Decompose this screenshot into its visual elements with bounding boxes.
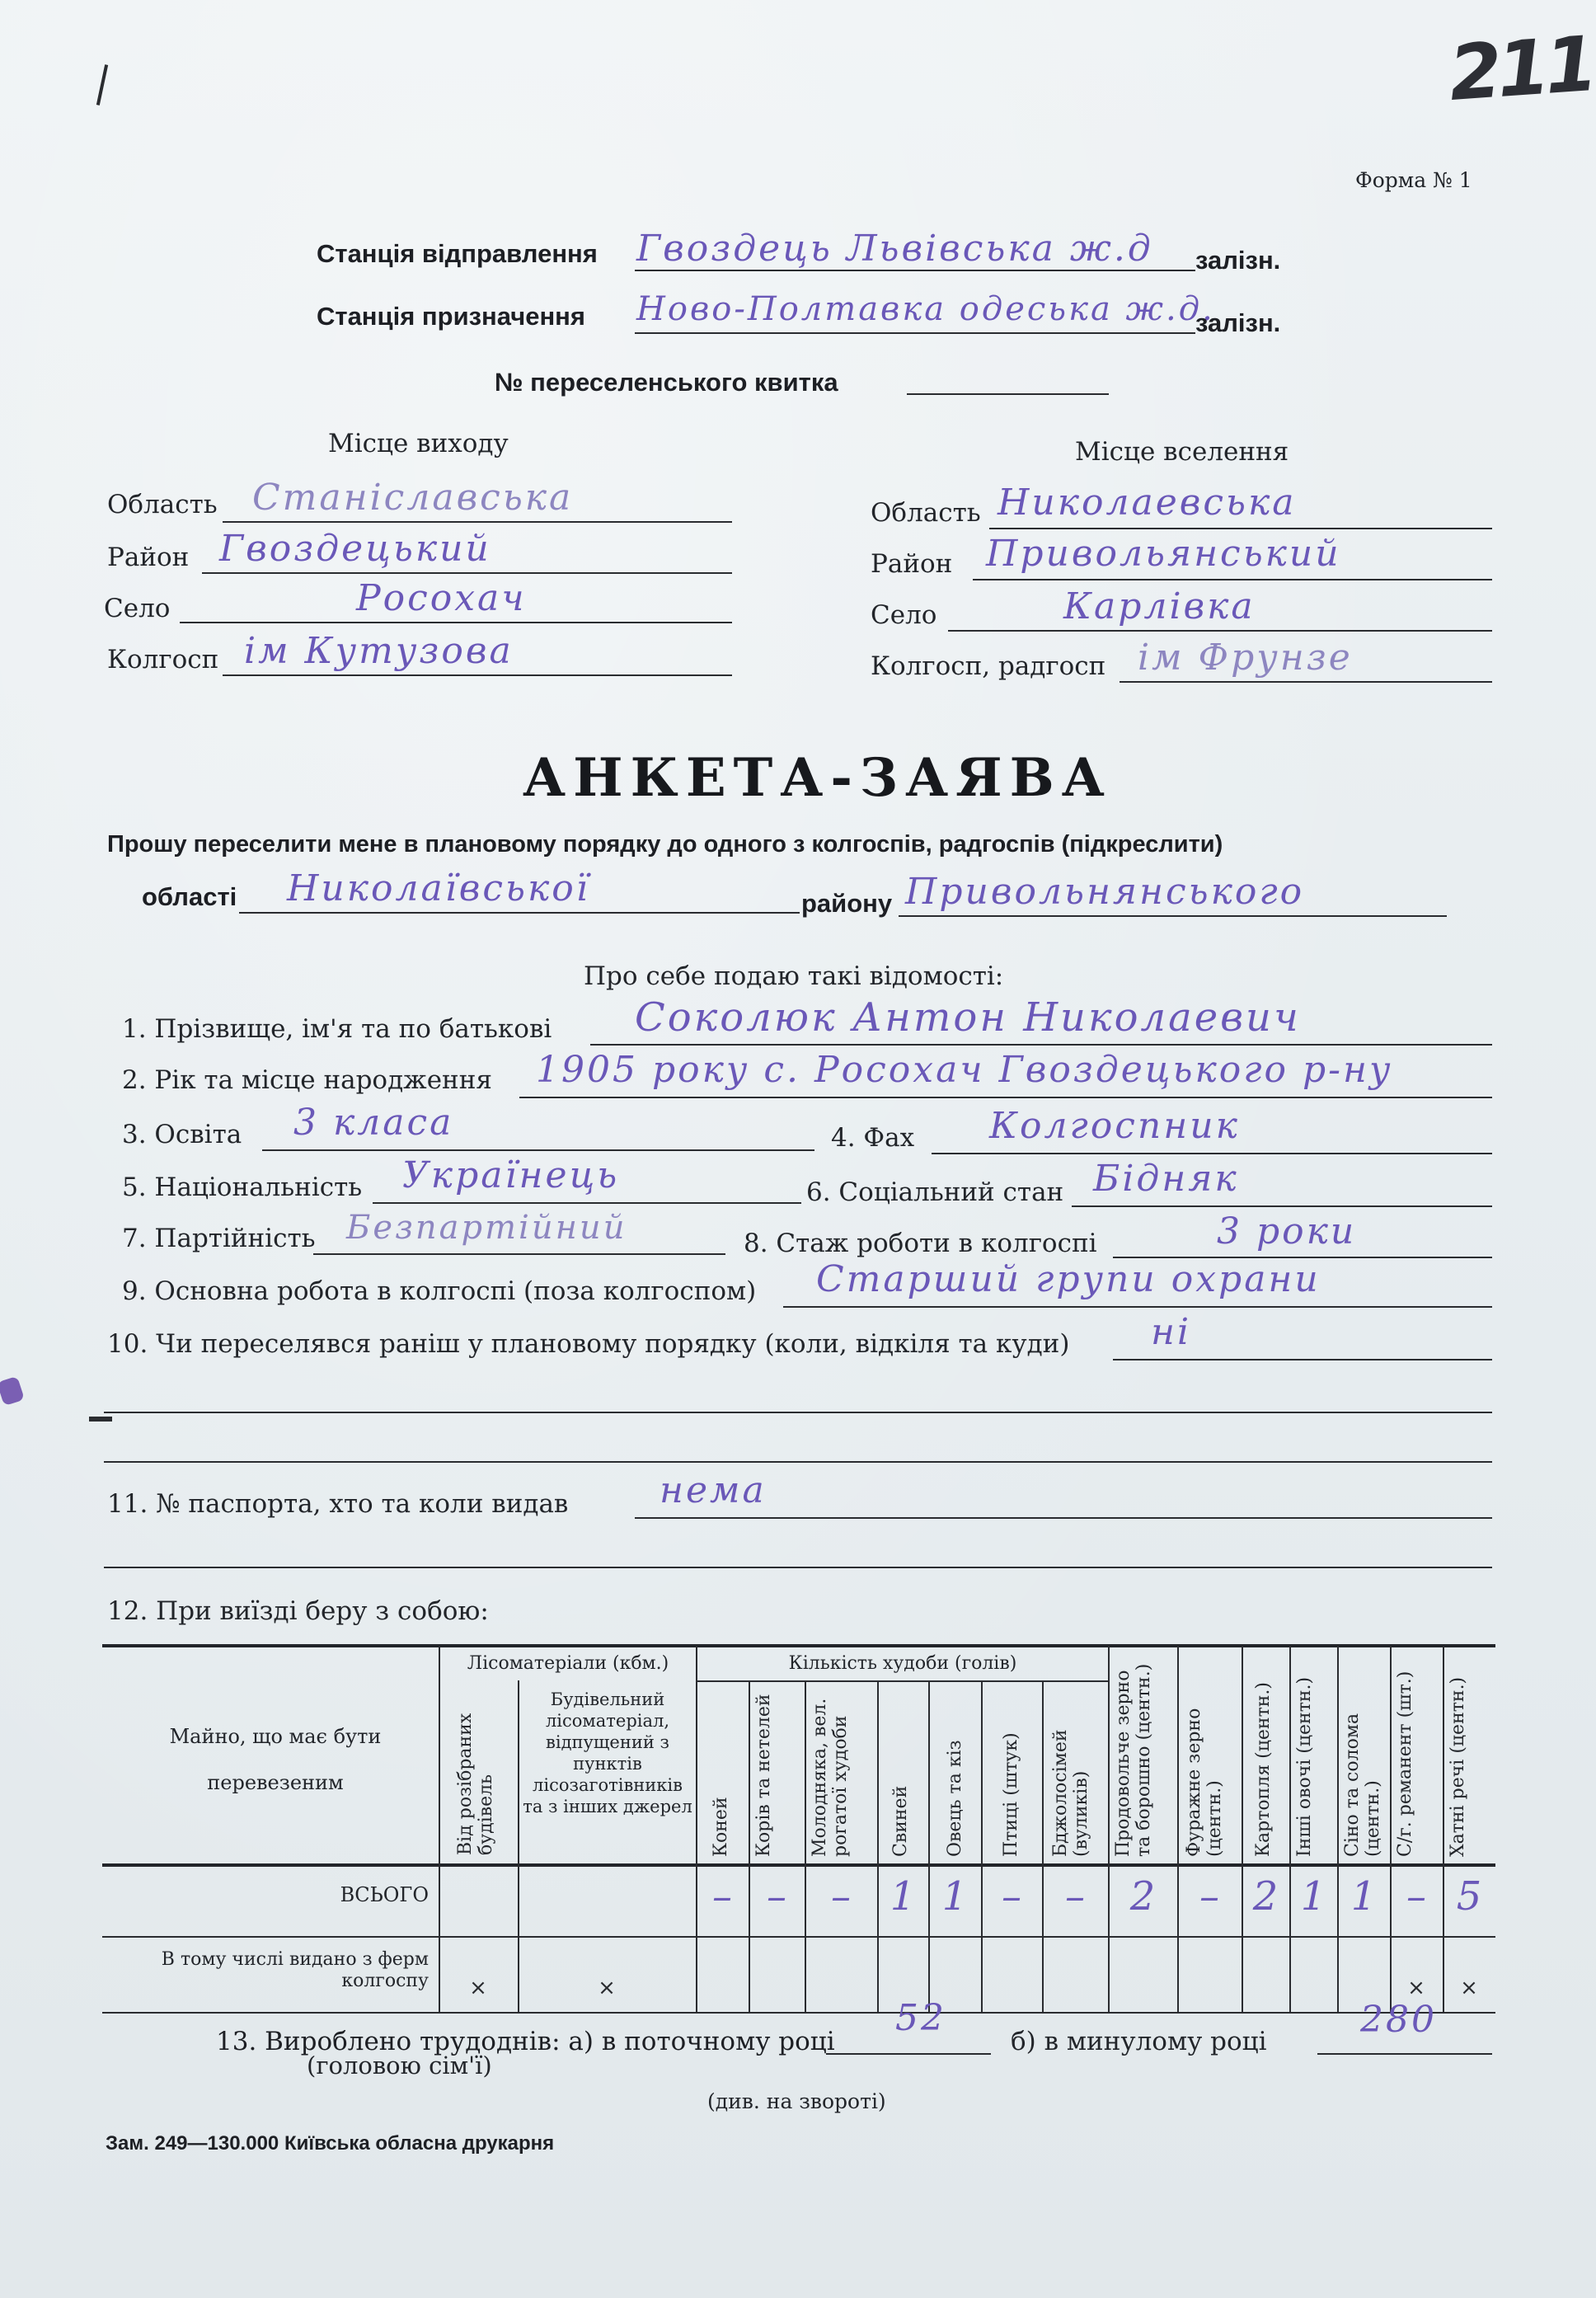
dest-oblast-line (989, 528, 1492, 529)
see-reverse: (див. на звороті) (707, 2089, 886, 2113)
dest-raion-value: Привольянський (986, 533, 1341, 575)
origin-raion-line (202, 572, 732, 574)
ink-mark (89, 1417, 112, 1422)
total-cell-5: – (831, 1873, 851, 1920)
farm-cell-16: × (1460, 1976, 1478, 2000)
origin-raion-value: Гвоздецький (219, 528, 491, 570)
field-5-value: Українець (402, 1154, 620, 1196)
dest-selo-label: Село (871, 600, 937, 630)
pencil-mark (96, 64, 108, 106)
field-11-line-2 (104, 1567, 1492, 1568)
field-10-line (1113, 1359, 1492, 1360)
total-cell-10: 2 (1129, 1873, 1156, 1920)
field-7-line (313, 1253, 725, 1255)
col-property: Майно, що має бути перевезеним (169, 1725, 382, 1794)
total-cell-15: – (1406, 1873, 1426, 1920)
origin-raion-label: Район (107, 543, 190, 572)
farm-cell-15: × (1407, 1976, 1425, 2000)
field-9-value: Старший групи охрани (816, 1258, 1321, 1300)
field-9-label: 9. Основна робота в колгоспі (поза колгоспом) (122, 1276, 757, 1306)
h-disassembled: Від розібраних будівель (455, 1713, 496, 1855)
field-10-line-2 (104, 1412, 1492, 1413)
field-2-value: 1905 року с. Росохач Гвоздецького р-ну (536, 1049, 1393, 1091)
request-raion-line (899, 915, 1447, 917)
ticket-line (907, 393, 1109, 395)
ink-stain (0, 1376, 25, 1407)
destination-label: Станція призначення (317, 302, 585, 331)
total-cell-7: 1 (941, 1873, 968, 1920)
origin-kolhosp-value: ім Кутузова (244, 630, 514, 672)
origin-selo-line (180, 622, 732, 623)
workdays-prev-label: б) в минулому році (1011, 2027, 1267, 2056)
field-7-label: 7. Партійність (122, 1224, 316, 1253)
h-young-cattle: Молодняка, вел. рогатої худоби (810, 1698, 851, 1857)
destination-line (635, 332, 1195, 334)
origin-selo-label: Село (104, 594, 171, 623)
origin-kolhosp-label: Колгосп (107, 645, 219, 674)
row-total-label: ВСЬОГО (340, 1883, 429, 1906)
workdays-prev-value: 280 (1360, 1999, 1437, 2041)
workdays-current-value: 52 (895, 1997, 946, 2039)
total-cell-8: – (1002, 1873, 1021, 1920)
total-cell-16: 5 (1456, 1873, 1482, 1920)
field-10-value: ні (1151, 1311, 1192, 1353)
dest-kolhosp-value: ім Фрунзе (1138, 637, 1353, 679)
request-raion-label: району (801, 889, 893, 918)
dest-oblast-value: Николаевська (998, 482, 1297, 524)
h-building-material: Будівельний лісоматеріал, відпущений з пунктів лісозаготівників та з інших джерел (523, 1689, 692, 1816)
request-oblast-line (239, 912, 800, 914)
request-oblast-label: області (142, 882, 237, 911)
field-2-line (519, 1097, 1492, 1098)
request-text: Прошу переселити мене в плановому порядку до одного з колгоспів, радгоспів (підкреслити) (107, 831, 1223, 858)
dest-raion-label: Район (871, 549, 953, 579)
origin-kolhosp-line (223, 674, 732, 676)
form-label: Форма № 1 (1355, 168, 1472, 192)
field-3-label: 3. Освіта (122, 1120, 242, 1149)
field-10-line-3 (104, 1461, 1492, 1463)
h-food-grain: Продовольче зерно та борошно (центн.) (1113, 1663, 1154, 1857)
field-6-label: 6. Соціальний стан (806, 1177, 1064, 1207)
field-4-label: 4. Фах (831, 1123, 915, 1153)
origin-oblast-label: Область (107, 490, 218, 519)
field-11-value: нема (660, 1469, 767, 1511)
h-household: Хатні речі (центн.) (1448, 1676, 1468, 1857)
destination-railway: залізн. (1195, 308, 1281, 337)
total-cell-14: 1 (1350, 1873, 1377, 1920)
field-8-value: 3 роки (1217, 1210, 1357, 1252)
dest-kolhosp-label: Колгосп, радгосп (871, 651, 1106, 681)
field-5-line (373, 1202, 801, 1204)
origin-oblast-value: Станіславська (252, 477, 574, 519)
archive-number: 211 (1446, 20, 1596, 118)
field-2-label: 2. Рік та місце народження (122, 1065, 492, 1095)
departure-value: Гвоздець Львівська ж.д (636, 228, 1153, 270)
farm-cell-2: × (598, 1976, 616, 2000)
departure-label: Станція відправлення (317, 239, 598, 268)
origin-oblast-line (223, 521, 732, 523)
departure-railway: залізн. (1195, 246, 1281, 275)
destination-heading: Місце вселення (1075, 437, 1289, 467)
destination-value: Ново-Полтавка одеська ж.д. (636, 290, 1215, 328)
h-implements: С/г. реманент (шт.) (1395, 1671, 1415, 1857)
field-3-line (262, 1149, 814, 1151)
group-livestock: Кількість худоби (голів) (788, 1653, 1017, 1674)
dest-selo-line (948, 630, 1492, 632)
group-timber: Лісоматеріали (кбм.) (467, 1653, 669, 1674)
workdays-sublabel: (головою сім'ї) (307, 2051, 492, 2079)
field-1-label: 1. Прізвище, ім'я та по батькові (122, 1014, 552, 1044)
h-horses: Коней (711, 1797, 731, 1857)
h-cows: Корів та нетелей (753, 1694, 774, 1857)
request-oblast-value: Николаївської (287, 867, 590, 909)
intro-text: Про себе подаю такі відомості: (584, 961, 1004, 991)
ticket-label: № переселенського квитка (495, 368, 838, 397)
field-11-label: 11. № паспорта, хто та коли видав (107, 1489, 569, 1519)
origin-selo-value: Росохач (356, 577, 527, 619)
total-cell-11: – (1199, 1873, 1219, 1920)
field-3-value: 3 класа (293, 1102, 454, 1144)
field-10-label: 10. Чи переселявся раніш у плановому порядку (коли, відкіля та куди) (107, 1329, 1070, 1359)
workdays-current-line (826, 2053, 991, 2055)
field-5-label: 5. Національність (122, 1172, 363, 1202)
field-12-label: 12. При виїзді беру з собою: (107, 1596, 489, 1626)
h-poultry: Птиці (штук) (1001, 1732, 1021, 1857)
total-cell-6: 1 (890, 1873, 916, 1920)
farm-cell-1: × (469, 1976, 487, 2000)
workdays-label: 13. Вироблено трудоднів: а) в поточному році (216, 2027, 835, 2056)
field-6-line (1072, 1205, 1492, 1207)
h-bees: Бджолосімей (вуликів) (1050, 1729, 1091, 1857)
h-potato: Картопля (центн.) (1253, 1682, 1274, 1857)
field-1-value: Соколюк Антон Николаевич (635, 994, 1301, 1041)
field-9-line (783, 1306, 1492, 1308)
h-sheep: Овець та кіз (945, 1740, 965, 1857)
field-8-label: 8. Стаж роботи в колгоспі (744, 1229, 1097, 1258)
form-title: АНКЕТА-ЗАЯВА (523, 747, 1112, 809)
h-hay: Сіно та солома (центн.) (1342, 1713, 1383, 1857)
field-4-value: Колгоспник (989, 1105, 1240, 1147)
dest-kolhosp-line (1120, 681, 1492, 683)
total-cell-4: – (767, 1873, 786, 1920)
field-7-value: Безпартійний (346, 1209, 627, 1247)
h-pigs: Свиней (890, 1785, 911, 1857)
field-6-value: Бідняк (1093, 1158, 1239, 1200)
total-cell-12: 2 (1252, 1873, 1279, 1920)
row-farm-label: В тому числі видано з ферм колгоспу (161, 1949, 429, 1991)
field-11-line (635, 1517, 1492, 1519)
total-cell-13: 1 (1300, 1873, 1326, 1920)
origin-heading: Місце виходу (328, 429, 509, 458)
field-1-line (590, 1044, 1492, 1046)
request-raion-value: Привольнянського (905, 871, 1305, 913)
departure-line (635, 270, 1195, 271)
dest-oblast-label: Область (871, 498, 981, 528)
field-4-line (932, 1153, 1492, 1154)
h-vegetables: Інші овочі (центн.) (1294, 1676, 1315, 1857)
total-cell-9: – (1065, 1873, 1085, 1920)
printer-imprint: Зам. 249—130.000 Київська обласна друкарня (106, 2132, 555, 2155)
total-cell-3: – (712, 1873, 732, 1920)
h-feed-grain: Фуражне зерно (центн.) (1184, 1708, 1225, 1857)
dest-raion-line (973, 579, 1492, 580)
workdays-prev-line (1317, 2053, 1492, 2055)
dest-selo-value: Карлівка (1063, 585, 1256, 627)
